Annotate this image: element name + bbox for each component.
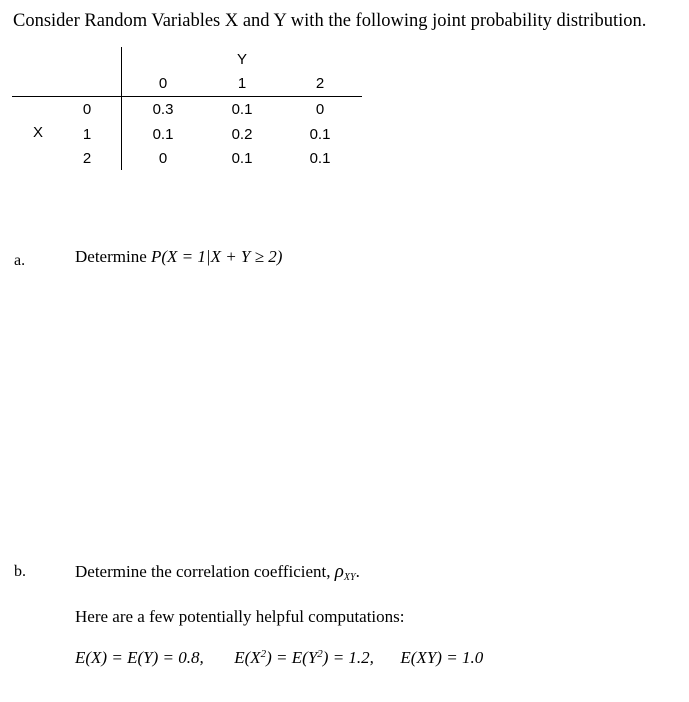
table-row-divider bbox=[121, 47, 122, 170]
rho-period: . bbox=[355, 562, 360, 581]
row-header: 1 bbox=[82, 126, 92, 143]
equation-second-moment: $E(X^2) = E(Y^2) = 1.2$, bbox=[234, 648, 374, 667]
table-cell: 0 bbox=[158, 150, 168, 167]
rho-subscript: XY bbox=[343, 572, 356, 583]
table-cell: 0 bbox=[315, 101, 325, 118]
part-a-question bbox=[75, 247, 282, 267]
table-cell: 0.1 bbox=[309, 150, 331, 167]
column-variable-label: Y bbox=[236, 51, 247, 68]
table-cell: 0.3 bbox=[152, 101, 174, 118]
table-cell: 0.2 bbox=[231, 126, 253, 143]
column-header: 2 bbox=[315, 75, 325, 92]
equation-joint-expectation: E(XY) = 1.0 bbox=[400, 648, 484, 667]
equation-expectation: E(X) = E(Y) = 0.8, bbox=[75, 648, 204, 667]
part-a-text: Determine bbox=[75, 247, 147, 266]
row-variable-label: X bbox=[32, 124, 43, 141]
table-cell: 0.1 bbox=[231, 101, 253, 118]
table-cell: 0.1 bbox=[309, 126, 331, 143]
rho-symbol: ρ bbox=[334, 561, 344, 582]
part-b-label: b. bbox=[14, 563, 26, 580]
part-b-text: Determine the correlation coefficient, bbox=[75, 562, 331, 581]
table-header-divider bbox=[12, 96, 362, 97]
column-header: 0 bbox=[158, 75, 168, 92]
part-b-question bbox=[75, 561, 360, 583]
table-cell: 0.1 bbox=[231, 150, 253, 167]
part-a-expression: (X = 1|X + Y ≥ 2) bbox=[161, 247, 283, 266]
part-a-label: a. bbox=[14, 252, 26, 269]
helper-text: Here are a few potentially helpful computations: bbox=[75, 607, 405, 626]
part-a-probability-symbol: P bbox=[151, 247, 162, 266]
row-header: 2 bbox=[82, 150, 92, 167]
intro-text: Consider Random Variables X and Y with the following joint probability distribution. bbox=[13, 11, 647, 31]
row-header: 0 bbox=[82, 101, 92, 118]
column-header: 1 bbox=[237, 75, 247, 92]
helper-equations bbox=[75, 648, 483, 668]
table-cell: 0.1 bbox=[152, 126, 174, 143]
